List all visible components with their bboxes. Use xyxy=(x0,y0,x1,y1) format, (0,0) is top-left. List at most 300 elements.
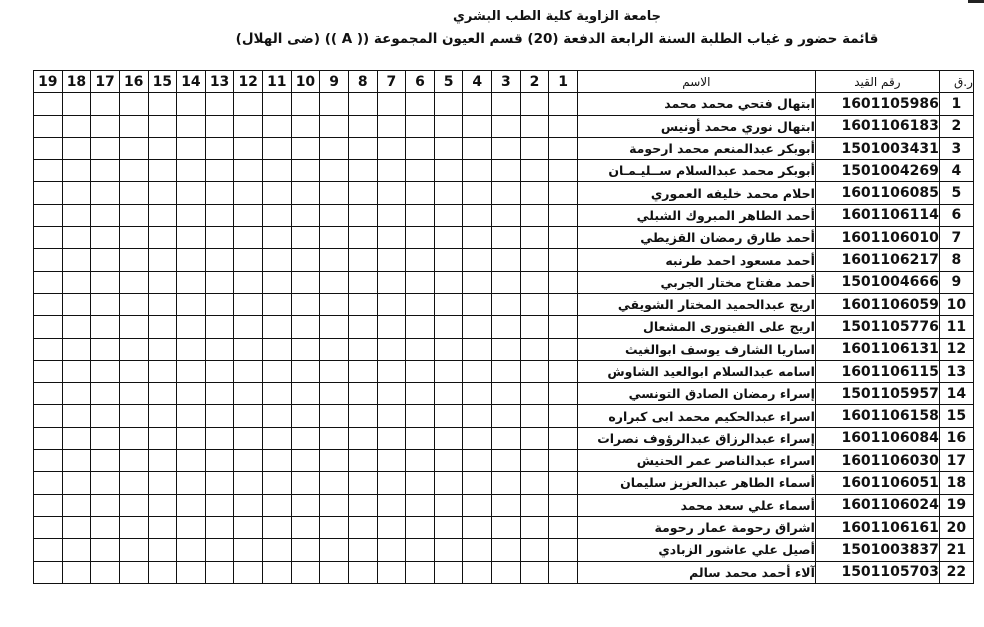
attendance-cell-session-16[interactable] xyxy=(119,93,148,115)
attendance-cell-session-13[interactable] xyxy=(205,539,234,561)
attendance-cell-session-18[interactable] xyxy=(62,338,91,360)
attendance-cell-session-10[interactable] xyxy=(291,137,320,159)
attendance-cell-session-4[interactable] xyxy=(463,115,492,137)
attendance-cell-session-3[interactable] xyxy=(492,450,521,472)
attendance-cell-session-10[interactable] xyxy=(291,271,320,293)
attendance-cell-session-4[interactable] xyxy=(463,494,492,516)
attendance-cell-session-17[interactable] xyxy=(91,137,120,159)
attendance-cell-session-12[interactable] xyxy=(234,561,263,583)
attendance-cell-session-14[interactable] xyxy=(177,182,206,204)
attendance-cell-session-6[interactable] xyxy=(406,450,435,472)
attendance-cell-session-6[interactable] xyxy=(406,472,435,494)
attendance-cell-session-9[interactable] xyxy=(320,338,349,360)
attendance-cell-session-7[interactable] xyxy=(377,405,406,427)
attendance-cell-session-15[interactable] xyxy=(148,383,177,405)
attendance-cell-session-8[interactable] xyxy=(348,516,377,538)
attendance-cell-session-3[interactable] xyxy=(492,93,521,115)
attendance-cell-session-2[interactable] xyxy=(520,383,549,405)
attendance-cell-session-11[interactable] xyxy=(263,204,292,226)
attendance-cell-session-16[interactable] xyxy=(119,204,148,226)
attendance-cell-session-8[interactable] xyxy=(348,405,377,427)
attendance-cell-session-10[interactable] xyxy=(291,115,320,137)
attendance-cell-session-7[interactable] xyxy=(377,160,406,182)
attendance-cell-session-2[interactable] xyxy=(520,472,549,494)
attendance-cell-session-11[interactable] xyxy=(263,383,292,405)
attendance-cell-session-3[interactable] xyxy=(492,204,521,226)
attendance-cell-session-1[interactable] xyxy=(549,338,578,360)
attendance-cell-session-1[interactable] xyxy=(549,93,578,115)
attendance-cell-session-10[interactable] xyxy=(291,293,320,315)
attendance-cell-session-9[interactable] xyxy=(320,293,349,315)
attendance-cell-session-1[interactable] xyxy=(549,271,578,293)
attendance-cell-session-13[interactable] xyxy=(205,93,234,115)
attendance-cell-session-11[interactable] xyxy=(263,93,292,115)
attendance-cell-session-4[interactable] xyxy=(463,137,492,159)
attendance-cell-session-2[interactable] xyxy=(520,338,549,360)
attendance-cell-session-14[interactable] xyxy=(177,450,206,472)
attendance-cell-session-7[interactable] xyxy=(377,516,406,538)
attendance-cell-session-16[interactable] xyxy=(119,561,148,583)
attendance-cell-session-5[interactable] xyxy=(434,204,463,226)
attendance-cell-session-18[interactable] xyxy=(62,450,91,472)
attendance-cell-session-19[interactable] xyxy=(34,316,63,338)
attendance-cell-session-19[interactable] xyxy=(34,494,63,516)
attendance-cell-session-1[interactable] xyxy=(549,293,578,315)
attendance-cell-session-8[interactable] xyxy=(348,293,377,315)
attendance-cell-session-7[interactable] xyxy=(377,227,406,249)
attendance-cell-session-5[interactable] xyxy=(434,383,463,405)
attendance-cell-session-19[interactable] xyxy=(34,271,63,293)
attendance-cell-session-18[interactable] xyxy=(62,293,91,315)
attendance-cell-session-13[interactable] xyxy=(205,494,234,516)
attendance-cell-session-1[interactable] xyxy=(549,249,578,271)
attendance-cell-session-7[interactable] xyxy=(377,450,406,472)
attendance-cell-session-11[interactable] xyxy=(263,227,292,249)
attendance-cell-session-3[interactable] xyxy=(492,227,521,249)
attendance-cell-session-10[interactable] xyxy=(291,338,320,360)
attendance-cell-session-12[interactable] xyxy=(234,360,263,382)
attendance-cell-session-7[interactable] xyxy=(377,383,406,405)
attendance-cell-session-17[interactable] xyxy=(91,227,120,249)
attendance-cell-session-15[interactable] xyxy=(148,293,177,315)
attendance-cell-session-16[interactable] xyxy=(119,227,148,249)
attendance-cell-session-10[interactable] xyxy=(291,561,320,583)
attendance-cell-session-1[interactable] xyxy=(549,561,578,583)
attendance-cell-session-2[interactable] xyxy=(520,539,549,561)
attendance-cell-session-19[interactable] xyxy=(34,115,63,137)
attendance-cell-session-14[interactable] xyxy=(177,494,206,516)
attendance-cell-session-12[interactable] xyxy=(234,182,263,204)
attendance-cell-session-10[interactable] xyxy=(291,516,320,538)
attendance-cell-session-15[interactable] xyxy=(148,494,177,516)
attendance-cell-session-15[interactable] xyxy=(148,204,177,226)
attendance-cell-session-11[interactable] xyxy=(263,516,292,538)
attendance-cell-session-18[interactable] xyxy=(62,182,91,204)
attendance-cell-session-11[interactable] xyxy=(263,405,292,427)
attendance-cell-session-3[interactable] xyxy=(492,316,521,338)
attendance-cell-session-10[interactable] xyxy=(291,204,320,226)
attendance-cell-session-16[interactable] xyxy=(119,271,148,293)
attendance-cell-session-16[interactable] xyxy=(119,494,148,516)
attendance-cell-session-17[interactable] xyxy=(91,472,120,494)
attendance-cell-session-2[interactable] xyxy=(520,561,549,583)
attendance-cell-session-18[interactable] xyxy=(62,494,91,516)
attendance-cell-session-6[interactable] xyxy=(406,93,435,115)
attendance-cell-session-6[interactable] xyxy=(406,561,435,583)
attendance-cell-session-14[interactable] xyxy=(177,204,206,226)
attendance-cell-session-8[interactable] xyxy=(348,539,377,561)
attendance-cell-session-9[interactable] xyxy=(320,316,349,338)
attendance-cell-session-15[interactable] xyxy=(148,227,177,249)
attendance-cell-session-13[interactable] xyxy=(205,204,234,226)
attendance-cell-session-17[interactable] xyxy=(91,293,120,315)
attendance-cell-session-2[interactable] xyxy=(520,227,549,249)
attendance-cell-session-17[interactable] xyxy=(91,271,120,293)
attendance-cell-session-12[interactable] xyxy=(234,516,263,538)
attendance-cell-session-2[interactable] xyxy=(520,137,549,159)
attendance-cell-session-10[interactable] xyxy=(291,182,320,204)
attendance-cell-session-3[interactable] xyxy=(492,338,521,360)
attendance-cell-session-2[interactable] xyxy=(520,516,549,538)
attendance-cell-session-14[interactable] xyxy=(177,427,206,449)
attendance-cell-session-3[interactable] xyxy=(492,516,521,538)
attendance-cell-session-1[interactable] xyxy=(549,204,578,226)
attendance-cell-session-14[interactable] xyxy=(177,293,206,315)
attendance-cell-session-2[interactable] xyxy=(520,494,549,516)
attendance-cell-session-10[interactable] xyxy=(291,360,320,382)
attendance-cell-session-4[interactable] xyxy=(463,427,492,449)
attendance-cell-session-14[interactable] xyxy=(177,539,206,561)
attendance-cell-session-13[interactable] xyxy=(205,137,234,159)
attendance-cell-session-2[interactable] xyxy=(520,182,549,204)
attendance-cell-session-16[interactable] xyxy=(119,427,148,449)
attendance-cell-session-1[interactable] xyxy=(549,227,578,249)
attendance-cell-session-19[interactable] xyxy=(34,427,63,449)
attendance-cell-session-18[interactable] xyxy=(62,93,91,115)
attendance-cell-session-18[interactable] xyxy=(62,539,91,561)
attendance-cell-session-15[interactable] xyxy=(148,271,177,293)
attendance-cell-session-2[interactable] xyxy=(520,271,549,293)
attendance-cell-session-3[interactable] xyxy=(492,115,521,137)
attendance-cell-session-1[interactable] xyxy=(549,383,578,405)
attendance-cell-session-12[interactable] xyxy=(234,405,263,427)
attendance-cell-session-19[interactable] xyxy=(34,539,63,561)
attendance-cell-session-19[interactable] xyxy=(34,472,63,494)
attendance-cell-session-18[interactable] xyxy=(62,160,91,182)
attendance-cell-session-5[interactable] xyxy=(434,338,463,360)
attendance-cell-session-17[interactable] xyxy=(91,93,120,115)
attendance-cell-session-8[interactable] xyxy=(348,450,377,472)
attendance-cell-session-17[interactable] xyxy=(91,494,120,516)
attendance-cell-session-17[interactable] xyxy=(91,516,120,538)
attendance-cell-session-16[interactable] xyxy=(119,516,148,538)
attendance-cell-session-15[interactable] xyxy=(148,450,177,472)
attendance-cell-session-2[interactable] xyxy=(520,450,549,472)
attendance-cell-session-11[interactable] xyxy=(263,249,292,271)
attendance-cell-session-2[interactable] xyxy=(520,115,549,137)
attendance-cell-session-15[interactable] xyxy=(148,561,177,583)
attendance-cell-session-3[interactable] xyxy=(492,383,521,405)
attendance-cell-session-19[interactable] xyxy=(34,450,63,472)
attendance-cell-session-7[interactable] xyxy=(377,271,406,293)
attendance-cell-session-9[interactable] xyxy=(320,249,349,271)
attendance-cell-session-14[interactable] xyxy=(177,561,206,583)
attendance-cell-session-14[interactable] xyxy=(177,360,206,382)
attendance-cell-session-3[interactable] xyxy=(492,249,521,271)
attendance-cell-session-18[interactable] xyxy=(62,383,91,405)
attendance-cell-session-2[interactable] xyxy=(520,93,549,115)
attendance-cell-session-11[interactable] xyxy=(263,160,292,182)
attendance-cell-session-11[interactable] xyxy=(263,539,292,561)
attendance-cell-session-15[interactable] xyxy=(148,472,177,494)
attendance-cell-session-10[interactable] xyxy=(291,472,320,494)
attendance-cell-session-6[interactable] xyxy=(406,249,435,271)
attendance-cell-session-1[interactable] xyxy=(549,316,578,338)
attendance-cell-session-16[interactable] xyxy=(119,472,148,494)
attendance-cell-session-13[interactable] xyxy=(205,516,234,538)
attendance-cell-session-19[interactable] xyxy=(34,160,63,182)
attendance-cell-session-9[interactable] xyxy=(320,383,349,405)
attendance-cell-session-19[interactable] xyxy=(34,227,63,249)
attendance-cell-session-2[interactable] xyxy=(520,249,549,271)
attendance-cell-session-13[interactable] xyxy=(205,316,234,338)
attendance-cell-session-18[interactable] xyxy=(62,427,91,449)
attendance-cell-session-7[interactable] xyxy=(377,93,406,115)
attendance-cell-session-17[interactable] xyxy=(91,115,120,137)
attendance-cell-session-12[interactable] xyxy=(234,427,263,449)
attendance-cell-session-8[interactable] xyxy=(348,316,377,338)
attendance-cell-session-5[interactable] xyxy=(434,494,463,516)
attendance-cell-session-12[interactable] xyxy=(234,338,263,360)
attendance-cell-session-14[interactable] xyxy=(177,160,206,182)
attendance-cell-session-5[interactable] xyxy=(434,360,463,382)
attendance-cell-session-3[interactable] xyxy=(492,137,521,159)
attendance-cell-session-6[interactable] xyxy=(406,494,435,516)
attendance-cell-session-12[interactable] xyxy=(234,450,263,472)
attendance-cell-session-3[interactable] xyxy=(492,561,521,583)
attendance-cell-session-19[interactable] xyxy=(34,561,63,583)
attendance-cell-session-6[interactable] xyxy=(406,204,435,226)
attendance-cell-session-9[interactable] xyxy=(320,561,349,583)
attendance-cell-session-13[interactable] xyxy=(205,271,234,293)
attendance-cell-session-6[interactable] xyxy=(406,115,435,137)
attendance-cell-session-19[interactable] xyxy=(34,405,63,427)
attendance-cell-session-4[interactable] xyxy=(463,293,492,315)
attendance-cell-session-19[interactable] xyxy=(34,137,63,159)
attendance-cell-session-12[interactable] xyxy=(234,204,263,226)
attendance-cell-session-15[interactable] xyxy=(148,182,177,204)
attendance-cell-session-3[interactable] xyxy=(492,494,521,516)
attendance-cell-session-19[interactable] xyxy=(34,249,63,271)
attendance-cell-session-3[interactable] xyxy=(492,160,521,182)
attendance-cell-session-13[interactable] xyxy=(205,227,234,249)
attendance-cell-session-14[interactable] xyxy=(177,137,206,159)
attendance-cell-session-13[interactable] xyxy=(205,383,234,405)
attendance-cell-session-9[interactable] xyxy=(320,516,349,538)
attendance-cell-session-13[interactable] xyxy=(205,182,234,204)
attendance-cell-session-9[interactable] xyxy=(320,539,349,561)
attendance-cell-session-6[interactable] xyxy=(406,160,435,182)
attendance-cell-session-11[interactable] xyxy=(263,494,292,516)
attendance-cell-session-14[interactable] xyxy=(177,516,206,538)
attendance-cell-session-17[interactable] xyxy=(91,338,120,360)
attendance-cell-session-4[interactable] xyxy=(463,472,492,494)
attendance-cell-session-3[interactable] xyxy=(492,182,521,204)
attendance-cell-session-7[interactable] xyxy=(377,182,406,204)
attendance-cell-session-3[interactable] xyxy=(492,271,521,293)
attendance-cell-session-18[interactable] xyxy=(62,227,91,249)
attendance-cell-session-11[interactable] xyxy=(263,561,292,583)
attendance-cell-session-4[interactable] xyxy=(463,316,492,338)
attendance-cell-session-12[interactable] xyxy=(234,539,263,561)
attendance-cell-session-6[interactable] xyxy=(406,360,435,382)
attendance-cell-session-11[interactable] xyxy=(263,137,292,159)
attendance-cell-session-5[interactable] xyxy=(434,182,463,204)
attendance-cell-session-5[interactable] xyxy=(434,137,463,159)
attendance-cell-session-5[interactable] xyxy=(434,316,463,338)
attendance-cell-session-6[interactable] xyxy=(406,383,435,405)
attendance-cell-session-3[interactable] xyxy=(492,472,521,494)
attendance-cell-session-6[interactable] xyxy=(406,539,435,561)
attendance-cell-session-16[interactable] xyxy=(119,182,148,204)
attendance-cell-session-17[interactable] xyxy=(91,450,120,472)
attendance-cell-session-9[interactable] xyxy=(320,115,349,137)
attendance-cell-session-1[interactable] xyxy=(549,360,578,382)
attendance-cell-session-8[interactable] xyxy=(348,249,377,271)
attendance-cell-session-2[interactable] xyxy=(520,316,549,338)
attendance-cell-session-5[interactable] xyxy=(434,115,463,137)
attendance-cell-session-5[interactable] xyxy=(434,227,463,249)
attendance-cell-session-8[interactable] xyxy=(348,561,377,583)
attendance-cell-session-5[interactable] xyxy=(434,271,463,293)
attendance-cell-session-18[interactable] xyxy=(62,271,91,293)
attendance-cell-session-5[interactable] xyxy=(434,405,463,427)
attendance-cell-session-7[interactable] xyxy=(377,316,406,338)
attendance-cell-session-7[interactable] xyxy=(377,204,406,226)
attendance-cell-session-9[interactable] xyxy=(320,427,349,449)
attendance-cell-session-15[interactable] xyxy=(148,427,177,449)
attendance-cell-session-11[interactable] xyxy=(263,182,292,204)
attendance-cell-session-17[interactable] xyxy=(91,383,120,405)
attendance-cell-session-11[interactable] xyxy=(263,338,292,360)
attendance-cell-session-19[interactable] xyxy=(34,338,63,360)
attendance-cell-session-9[interactable] xyxy=(320,182,349,204)
attendance-cell-session-9[interactable] xyxy=(320,271,349,293)
attendance-cell-session-8[interactable] xyxy=(348,204,377,226)
attendance-cell-session-9[interactable] xyxy=(320,450,349,472)
attendance-cell-session-13[interactable] xyxy=(205,450,234,472)
attendance-cell-session-7[interactable] xyxy=(377,115,406,137)
attendance-cell-session-14[interactable] xyxy=(177,316,206,338)
attendance-cell-session-18[interactable] xyxy=(62,516,91,538)
attendance-cell-session-11[interactable] xyxy=(263,450,292,472)
attendance-cell-session-10[interactable] xyxy=(291,227,320,249)
attendance-cell-session-9[interactable] xyxy=(320,137,349,159)
attendance-cell-session-7[interactable] xyxy=(377,427,406,449)
attendance-cell-session-10[interactable] xyxy=(291,383,320,405)
attendance-cell-session-19[interactable] xyxy=(34,182,63,204)
attendance-cell-session-4[interactable] xyxy=(463,539,492,561)
attendance-cell-session-13[interactable] xyxy=(205,249,234,271)
attendance-cell-session-9[interactable] xyxy=(320,405,349,427)
attendance-cell-session-6[interactable] xyxy=(406,516,435,538)
attendance-cell-session-10[interactable] xyxy=(291,160,320,182)
attendance-cell-session-16[interactable] xyxy=(119,338,148,360)
attendance-cell-session-14[interactable] xyxy=(177,383,206,405)
attendance-cell-session-13[interactable] xyxy=(205,293,234,315)
attendance-cell-session-10[interactable] xyxy=(291,93,320,115)
attendance-cell-session-9[interactable] xyxy=(320,360,349,382)
attendance-cell-session-5[interactable] xyxy=(434,427,463,449)
attendance-cell-session-1[interactable] xyxy=(549,115,578,137)
attendance-cell-session-10[interactable] xyxy=(291,405,320,427)
attendance-cell-session-15[interactable] xyxy=(148,316,177,338)
attendance-cell-session-18[interactable] xyxy=(62,115,91,137)
attendance-cell-session-6[interactable] xyxy=(406,427,435,449)
attendance-cell-session-19[interactable] xyxy=(34,516,63,538)
attendance-cell-session-19[interactable] xyxy=(34,204,63,226)
attendance-cell-session-18[interactable] xyxy=(62,561,91,583)
attendance-cell-session-9[interactable] xyxy=(320,494,349,516)
attendance-cell-session-18[interactable] xyxy=(62,405,91,427)
attendance-cell-session-16[interactable] xyxy=(119,360,148,382)
attendance-cell-session-16[interactable] xyxy=(119,160,148,182)
attendance-cell-session-10[interactable] xyxy=(291,539,320,561)
attendance-cell-session-15[interactable] xyxy=(148,338,177,360)
attendance-cell-session-18[interactable] xyxy=(62,472,91,494)
attendance-cell-session-13[interactable] xyxy=(205,405,234,427)
attendance-cell-session-12[interactable] xyxy=(234,227,263,249)
attendance-cell-session-14[interactable] xyxy=(177,227,206,249)
attendance-cell-session-8[interactable] xyxy=(348,93,377,115)
attendance-cell-session-9[interactable] xyxy=(320,472,349,494)
attendance-cell-session-15[interactable] xyxy=(148,516,177,538)
attendance-cell-session-6[interactable] xyxy=(406,137,435,159)
attendance-cell-session-8[interactable] xyxy=(348,383,377,405)
attendance-cell-session-2[interactable] xyxy=(520,405,549,427)
attendance-cell-session-3[interactable] xyxy=(492,293,521,315)
attendance-cell-session-17[interactable] xyxy=(91,160,120,182)
attendance-cell-session-10[interactable] xyxy=(291,450,320,472)
attendance-cell-session-17[interactable] xyxy=(91,249,120,271)
attendance-cell-session-2[interactable] xyxy=(520,360,549,382)
attendance-cell-session-14[interactable] xyxy=(177,338,206,360)
attendance-cell-session-12[interactable] xyxy=(234,271,263,293)
attendance-cell-session-5[interactable] xyxy=(434,93,463,115)
attendance-cell-session-16[interactable] xyxy=(119,137,148,159)
attendance-cell-session-12[interactable] xyxy=(234,137,263,159)
attendance-cell-session-15[interactable] xyxy=(148,137,177,159)
attendance-cell-session-12[interactable] xyxy=(234,472,263,494)
attendance-cell-session-3[interactable] xyxy=(492,405,521,427)
attendance-cell-session-4[interactable] xyxy=(463,160,492,182)
attendance-cell-session-11[interactable] xyxy=(263,271,292,293)
attendance-cell-session-18[interactable] xyxy=(62,204,91,226)
attendance-cell-session-7[interactable] xyxy=(377,137,406,159)
attendance-cell-session-11[interactable] xyxy=(263,316,292,338)
attendance-cell-session-13[interactable] xyxy=(205,360,234,382)
attendance-cell-session-13[interactable] xyxy=(205,561,234,583)
attendance-cell-session-15[interactable] xyxy=(148,405,177,427)
attendance-cell-session-7[interactable] xyxy=(377,539,406,561)
attendance-cell-session-15[interactable] xyxy=(148,249,177,271)
attendance-cell-session-12[interactable] xyxy=(234,115,263,137)
attendance-cell-session-16[interactable] xyxy=(119,293,148,315)
attendance-cell-session-6[interactable] xyxy=(406,227,435,249)
attendance-cell-session-2[interactable] xyxy=(520,427,549,449)
attendance-cell-session-10[interactable] xyxy=(291,249,320,271)
attendance-cell-session-7[interactable] xyxy=(377,338,406,360)
